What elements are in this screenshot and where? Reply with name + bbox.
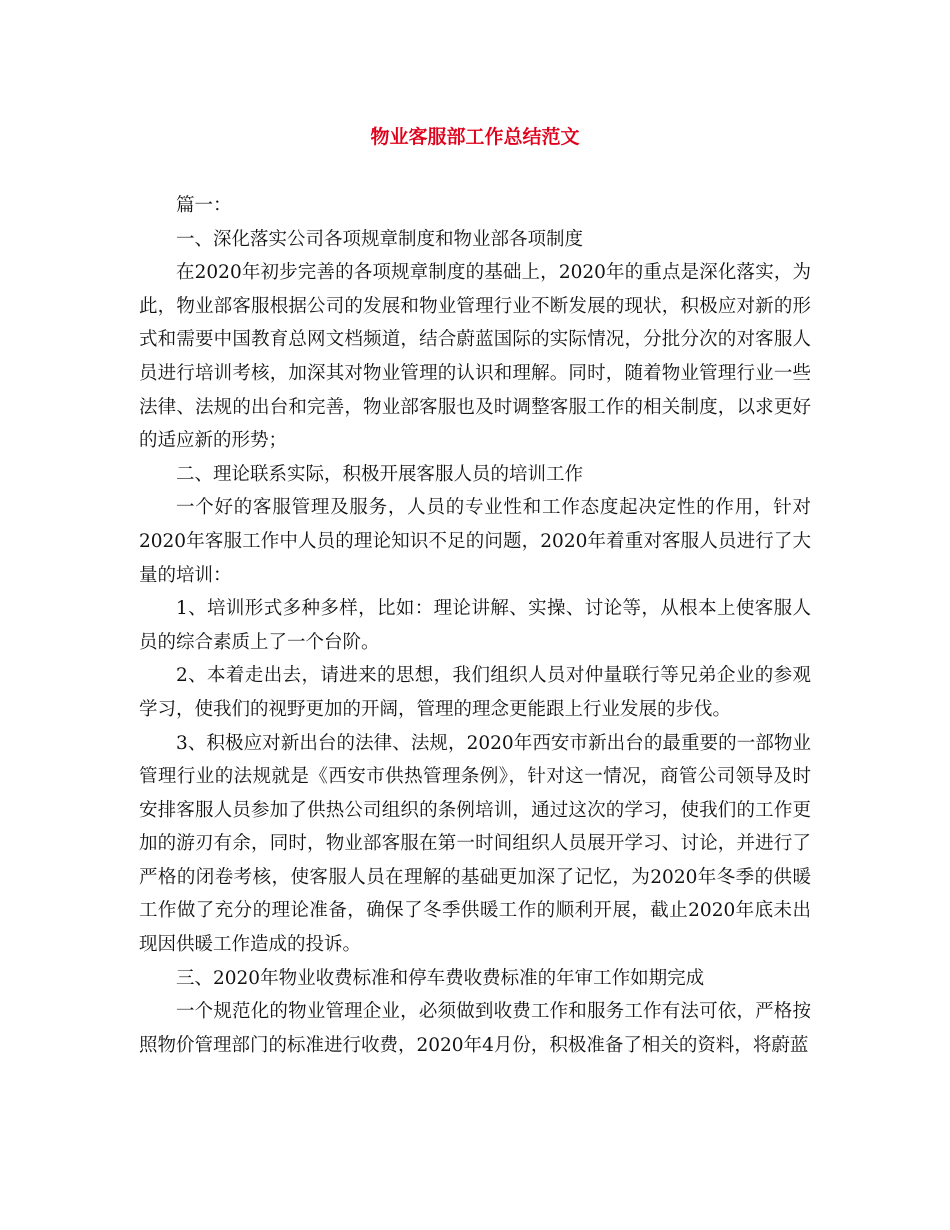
document-title: 物业客服部工作总结范文 (370, 126, 580, 148)
paragraph: 在2020年初步完善的各项规章制度的基础上，2020年的重点是深化落实，为此，物业部客服根据公司的发展和物业管理行业不断发展的现状，积极应对新的形式和需要中国教育总网文档频道，结合蔚蓝国际的实际情况，分批分次的对客服人员进行培训考核，加深其对物业管理的认识和理解。同时，随着物业管理行业一些法律、法规的出台和完善，物业部客服也及时调整客服工作的相关制度，以求更好的适应新的形势； (139, 262, 811, 452)
heading-section-1: 一、深化落实公司各项规章制度和物业部各项制度 (176, 228, 584, 250)
heading-section-2: 二、理论联系实际，积极开展客服人员的培训工作 (176, 463, 584, 485)
paragraph: 一个好的客服管理及服务，人员的专业性和工作态度起决定性的作用，针对2020年客服工作中人员的理论知识不足的问题，2020年着重对客服人员进行了大量的培训： (139, 497, 811, 586)
paragraph-section-label: 篇一： (176, 195, 232, 216)
paragraph: 一个规范化的物业管理企业，必须做到收费工作和服务工作有法可依，严格按照物价管理部门的标准进行收费，2020年4月份，积极准备了相关的资料，将蔚蓝 (139, 1001, 811, 1056)
document-body (139, 189, 811, 1062)
list-item: 1、培训形式多种多样，比如：理论讲解、实操、讨论等，从根本上使客服人员的综合素质上了一个台阶。 (139, 598, 811, 653)
heading-section-3: 三、2020年物业收费标准和停车费收费标准的年审工作如期完成 (176, 967, 705, 989)
list-item: 2、本着走出去，请进来的思想，我们组织人员对仲量联行等兄弟企业的参观学习，使我们的视野更加的开阔，管理的理念更能跟上行业发展的步伐。 (139, 665, 811, 720)
list-item: 3、积极应对新出台的法律、法规，2020年西安市新出台的最重要的一部物业管理行业的法规就是《西安市供热管理条例》，针对这一情况，商管公司领导及时安排客服人员参加了供热公司组织的条例培训，通过这次的学习，使我们的工作更加的游刃有余，同时，物业部客服在第一时间组织人员展开学习、讨论，并进行了严格的闭卷考核，使客服人员在理解的基础更加深了记忆，为2020年冬季的供暖工作做了充分的理论准备，确保了冬季供暖工作的顺利开展，截止2020年底未出现因供暖工作造成的投诉。 (139, 732, 811, 956)
